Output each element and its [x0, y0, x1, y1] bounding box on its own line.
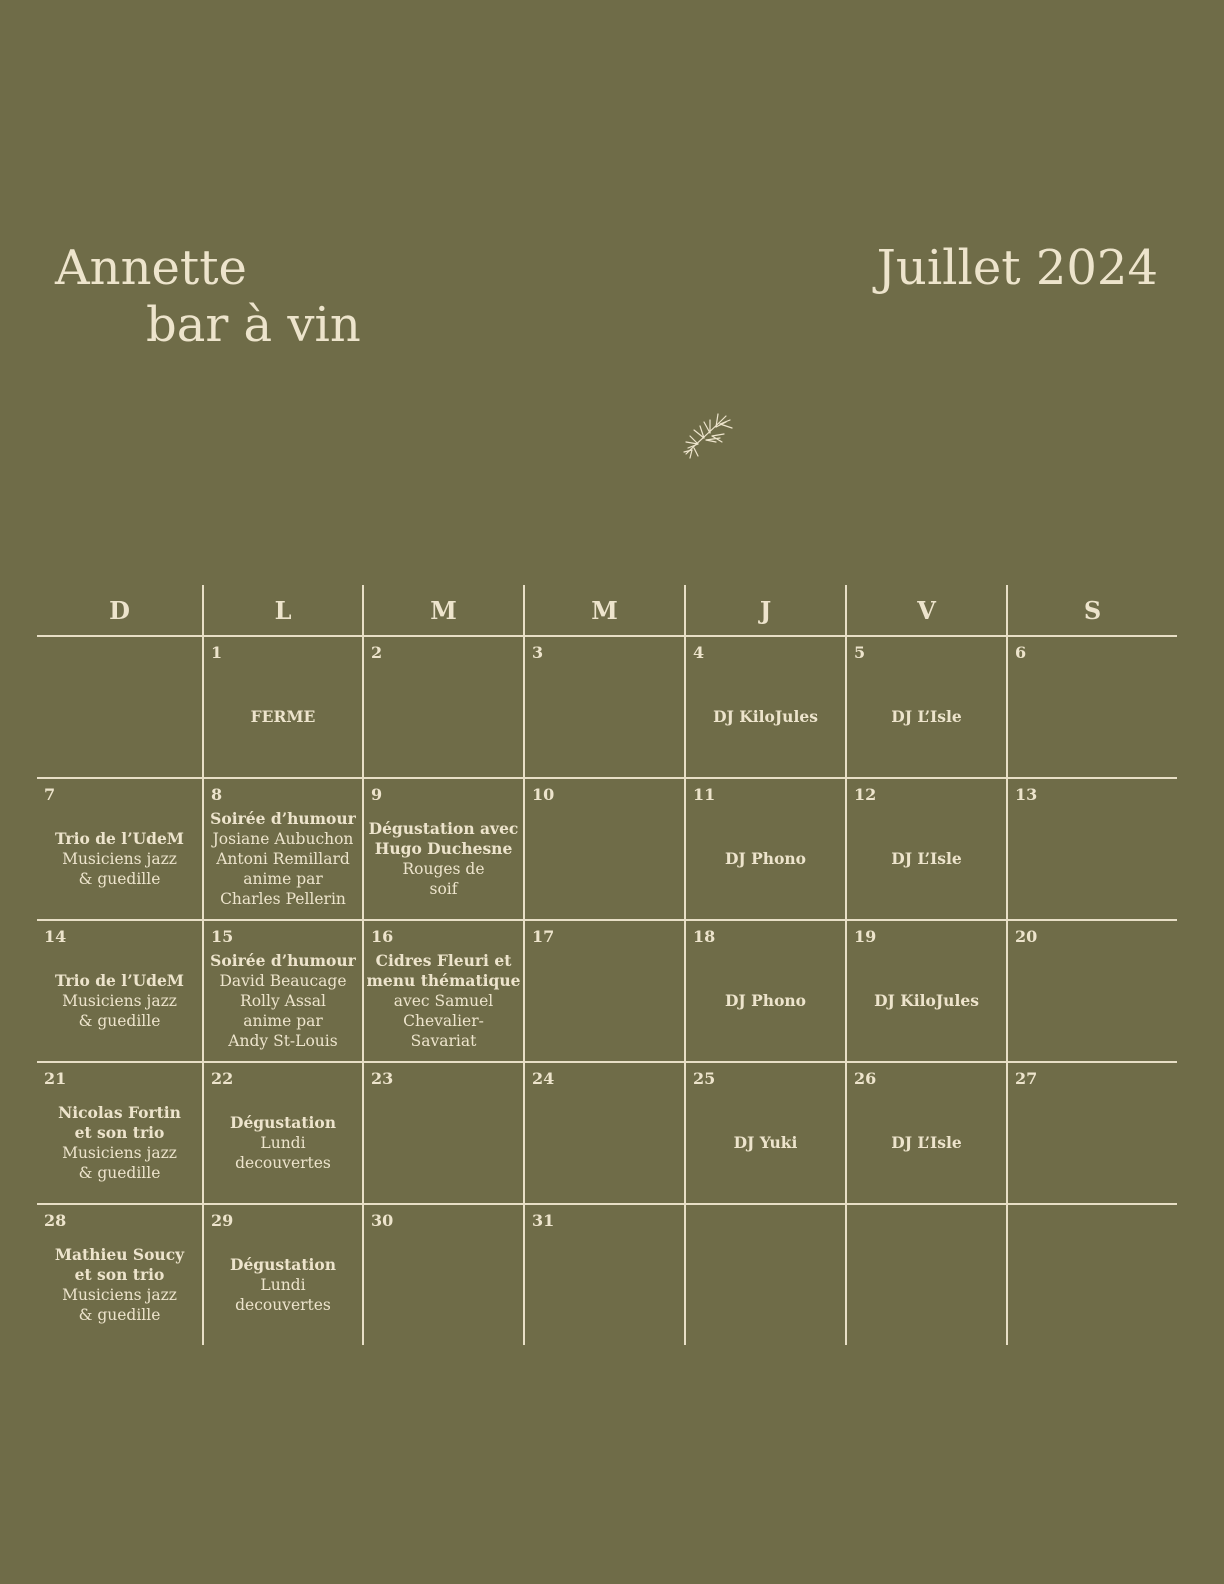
event	[37, 779, 202, 919]
day-cell	[362, 779, 523, 919]
day-number: 22	[211, 1069, 234, 1088]
day-cell	[845, 921, 1006, 1061]
event-detail: & guedille	[78, 870, 161, 888]
herb-sprig-icon	[680, 408, 736, 460]
day-cell	[523, 921, 684, 1061]
day-cell	[1006, 921, 1177, 1061]
day-cell	[362, 921, 523, 1061]
event	[847, 779, 1006, 919]
event	[204, 1063, 362, 1203]
weekday-header: V	[845, 585, 1006, 635]
day-number: 15	[211, 927, 234, 946]
day-number: 29	[211, 1211, 234, 1230]
day-cell	[362, 637, 523, 777]
event	[204, 1205, 362, 1345]
event-title: et son trio	[74, 1123, 165, 1142]
day-number: 8	[211, 785, 223, 804]
day-cell	[362, 1205, 523, 1345]
day-number: 26	[854, 1069, 877, 1088]
day-number: 7	[44, 785, 56, 804]
day-number: 9	[371, 785, 383, 804]
event-detail: Antoni Remillard	[216, 850, 350, 868]
event-title: Hugo Duchesne	[374, 839, 513, 858]
event-detail: David Beaucage	[219, 972, 347, 990]
day-cell	[845, 637, 1006, 777]
event-title: et son trio	[74, 1265, 165, 1284]
day-number: 12	[854, 785, 877, 804]
day-number: 16	[371, 927, 394, 946]
calendar-week-row	[37, 779, 1177, 921]
event-title: menu thématique	[366, 971, 521, 990]
weekday-header: S	[1006, 585, 1177, 635]
event-title: DJ Phono	[724, 849, 807, 868]
event-detail: Lundi	[260, 1134, 306, 1152]
event-detail: anime par	[243, 1012, 323, 1030]
weekday-header: M	[523, 585, 684, 635]
event-title: DJ Phono	[724, 991, 807, 1010]
event-title: Dégustation	[230, 1113, 336, 1132]
event	[686, 921, 845, 1061]
day-number: 25	[693, 1069, 716, 1088]
day-cell	[1006, 1205, 1177, 1345]
day-number: 1	[211, 643, 223, 662]
event-detail: Musiciens jazz	[62, 850, 177, 868]
event	[204, 921, 362, 1061]
brand-subtitle: bar à vin	[146, 297, 361, 353]
event-detail: Savariat	[410, 1032, 477, 1050]
day-number: 14	[44, 927, 67, 946]
day-number: 30	[371, 1211, 394, 1230]
event-detail: Rouges de	[402, 860, 485, 878]
day-number: 13	[1015, 785, 1038, 804]
event	[847, 637, 1006, 777]
event-detail: Musiciens jazz	[62, 1144, 177, 1162]
day-cell	[202, 1205, 362, 1345]
event-detail: Rolly Assal	[240, 992, 326, 1010]
day-number: 5	[854, 643, 866, 662]
day-cell	[684, 1063, 845, 1203]
event	[204, 779, 362, 919]
day-cell	[1006, 1063, 1177, 1203]
event-detail: anime par	[243, 870, 323, 888]
day-cell	[684, 921, 845, 1061]
event-title: Soirée d’humour	[210, 809, 356, 828]
day-number: 28	[44, 1211, 67, 1230]
event-title: DJ KiloJules	[874, 991, 979, 1010]
event-detail: Musiciens jazz	[62, 992, 177, 1010]
day-number: 17	[532, 927, 555, 946]
event-title: Trio de l’UdeM	[55, 971, 184, 990]
event-title: FERME	[250, 707, 316, 726]
event	[204, 637, 362, 777]
day-cell	[1006, 779, 1177, 919]
brand-name: Annette	[55, 240, 247, 296]
calendar-week-row	[37, 1063, 1177, 1205]
month-title: Juillet 2024	[876, 240, 1158, 296]
day-number: 21	[44, 1069, 67, 1088]
event-detail: Musiciens jazz	[62, 1286, 177, 1304]
day-number: 6	[1015, 643, 1027, 662]
event-detail: & guedille	[78, 1012, 161, 1030]
day-cell	[1006, 637, 1177, 777]
day-number: 20	[1015, 927, 1038, 946]
day-cell	[845, 1063, 1006, 1203]
event-title: Dégustation	[230, 1255, 336, 1274]
event-detail: decouvertes	[235, 1296, 331, 1314]
day-cell	[845, 779, 1006, 919]
day-cell	[37, 921, 202, 1061]
event-detail: Lundi	[260, 1276, 306, 1294]
day-number: 23	[371, 1069, 394, 1088]
event-title: Soirée d’humour	[210, 951, 356, 970]
event	[364, 779, 523, 919]
day-cell	[684, 1205, 845, 1345]
event-title: DJ L’Isle	[891, 849, 962, 868]
event	[847, 921, 1006, 1061]
event-title: Cidres Fleuri et	[375, 951, 512, 970]
event-title: Dégustation avec	[368, 819, 519, 838]
event-title: DJ KiloJules	[713, 707, 818, 726]
event	[37, 1063, 202, 1203]
day-cell	[523, 637, 684, 777]
event-detail: Chevalier-	[403, 1012, 484, 1030]
event-detail: avec Samuel	[393, 992, 494, 1010]
event	[686, 637, 845, 777]
day-number: 19	[854, 927, 877, 946]
event-detail: Andy St-Louis	[228, 1032, 338, 1050]
event-detail: decouvertes	[235, 1154, 331, 1172]
calendar-week-row	[37, 637, 1177, 779]
day-number: 27	[1015, 1069, 1038, 1088]
day-cell	[845, 1205, 1006, 1345]
weekday-header-row	[37, 585, 1177, 637]
calendar-weeks	[37, 637, 1177, 1345]
weekday-header: D	[109, 595, 130, 625]
event-detail: & guedille	[78, 1164, 161, 1182]
event-title: DJ L’Isle	[891, 1133, 962, 1152]
day-cell	[37, 1063, 202, 1203]
event	[686, 1063, 845, 1203]
day-cell	[684, 779, 845, 919]
weekday-header: M	[362, 585, 523, 635]
day-number: 31	[532, 1211, 555, 1230]
event-title: DJ Yuki	[733, 1133, 798, 1152]
day-cell	[523, 779, 684, 919]
event-title: DJ L’Isle	[891, 707, 962, 726]
calendar-grid	[37, 585, 1177, 1345]
day-cell	[523, 1205, 684, 1345]
day-cell	[684, 637, 845, 777]
event-detail: soif	[429, 880, 458, 898]
weekday-header: L	[202, 585, 362, 635]
day-cell	[523, 1063, 684, 1203]
day-number: 2	[371, 643, 383, 662]
day-cell	[202, 779, 362, 919]
weekday-header: J	[684, 585, 845, 635]
day-number: 4	[693, 643, 705, 662]
calendar-week-row	[37, 921, 1177, 1063]
day-number: 3	[532, 643, 544, 662]
day-cell	[37, 779, 202, 919]
event	[37, 921, 202, 1061]
day-cell	[362, 1063, 523, 1203]
day-cell	[37, 1205, 202, 1345]
day-number: 10	[532, 785, 555, 804]
event	[364, 921, 523, 1061]
event-title: Nicolas Fortin	[58, 1103, 181, 1122]
event	[37, 1205, 202, 1345]
day-number: 11	[693, 785, 716, 804]
calendar-week-row	[37, 1205, 1177, 1345]
day-number: 24	[532, 1069, 555, 1088]
event	[847, 1063, 1006, 1203]
day-cell	[202, 1063, 362, 1203]
event-detail: Charles Pellerin	[220, 890, 346, 908]
event-title: Mathieu Soucy	[54, 1245, 185, 1264]
day-number: 18	[693, 927, 716, 946]
event-detail: & guedille	[78, 1306, 161, 1324]
event-title: Trio de l’UdeM	[55, 829, 184, 848]
day-cell	[37, 637, 202, 777]
event-detail: Josiane Aubuchon	[212, 830, 354, 848]
day-cell	[202, 921, 362, 1061]
day-cell	[202, 637, 362, 777]
event	[686, 779, 845, 919]
